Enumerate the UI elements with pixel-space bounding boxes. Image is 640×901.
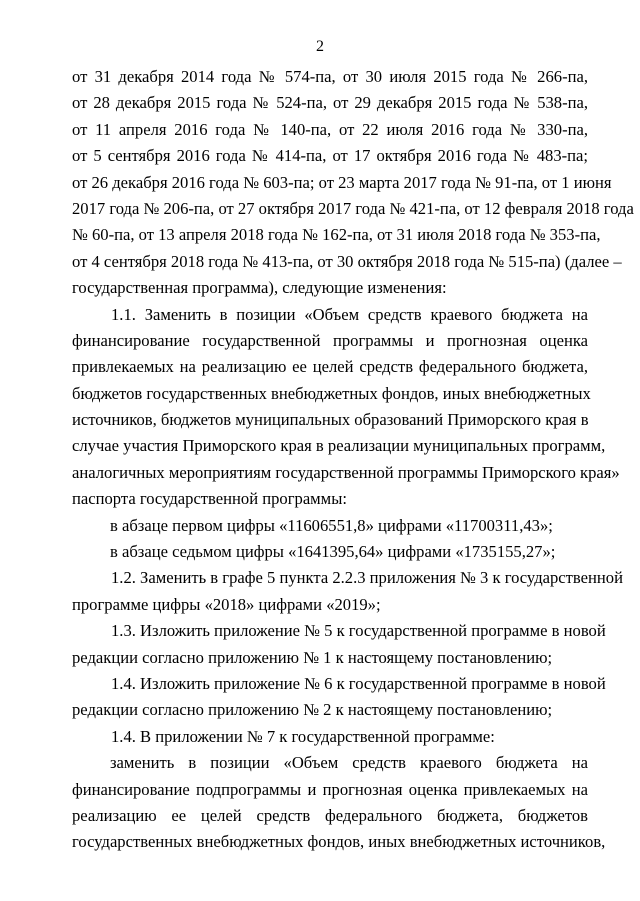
text-line: государственная программа), следующие изменения: (72, 278, 447, 298)
text-line: аналогичных мероприятиям государственной программы Приморского края» (72, 462, 620, 482)
text-line: реализацию ее целей средств федерального бюджета, бюджетов (72, 805, 588, 825)
text-line: редакции согласно приложению № 1 к настоящему постановлению; (72, 647, 553, 667)
text-line: 1.1. Заменить в позиции «Объем средств краевого бюджета на (111, 304, 588, 324)
text-line: программе цифры «2018» цифрами «2019»; (72, 594, 381, 614)
text-line: 1.4. Изложить приложение № 6 к государственной программе в новой (111, 673, 606, 693)
text-line: от 11 апреля 2016 года № 140-па, от 22 июля 2016 года № 330-па, (72, 119, 588, 139)
text-line: в абзаце первом цифры «11606551,8» цифрами «11700311,43»; (110, 515, 553, 535)
text-line: 2017 года № 206-па, от 27 октября 2017 года № 421-па, от 12 февраля 2018 года (72, 198, 634, 218)
text-line: редакции согласно приложению № 2 к настоящему постановлению; (72, 700, 553, 720)
text-line: от 4 сентября 2018 года № 413-па, от 30 октября 2018 года № 515-па) (далее – (72, 251, 622, 271)
text-line: в абзаце седьмом цифры «1641395,64» цифрами «1735155,27»; (110, 542, 556, 562)
text-line: от 26 декабря 2016 года № 603-па; от 23 марта 2017 года № 91-па, от 1 июня (72, 172, 612, 192)
text-line: от 28 декабря 2015 года № 524-па, от 29 декабря 2015 года № 538-па, (72, 93, 588, 113)
text-line: от 31 декабря 2014 года № 574-па, от 30 июля 2015 года № 266-па, (72, 67, 588, 86)
text-line: привлекаемых на реализацию ее целей средств федерального бюджета, (72, 357, 588, 377)
text-line: финансирование государственной программы и прогнозная оценка (72, 330, 588, 350)
text-line: от 5 сентября 2016 года № 414-па, от 17 октября 2016 года № 483-па; (72, 146, 588, 166)
text-line: бюджетов государственных внебюджетных фондов, иных внебюджетных (72, 383, 591, 403)
text-line: случае участия Приморского края в реализации муниципальных программ, (72, 436, 606, 456)
text-line: № 60-па, от 13 апреля 2018 года № 162-па, от 31 июля 2018 года № 353-па, (72, 225, 601, 245)
text-line: государственных внебюджетных фондов, иных внебюджетных источников, (72, 832, 606, 852)
text-line: 1.3. Изложить приложение № 5 к государственной программе в новой (111, 621, 606, 641)
text-line: 1.4. В приложении № 7 к государственной программе: (111, 726, 495, 746)
text-line: заменить в позиции «Объем средств краевого бюджета на (110, 753, 588, 773)
text-line: финансирование подпрограммы и прогнозная оценка привлекаемых на (72, 779, 588, 799)
page-number: 2 (316, 38, 324, 55)
text-line: источников, бюджетов муниципальных образований Приморского края в (72, 410, 589, 430)
text-line: паспорта государственной программы: (72, 489, 347, 509)
text-line: 1.2. Заменить в графе 5 пункта 2.2.3 приложения № 3 к государственной (111, 568, 623, 588)
document-body (72, 64, 634, 856)
